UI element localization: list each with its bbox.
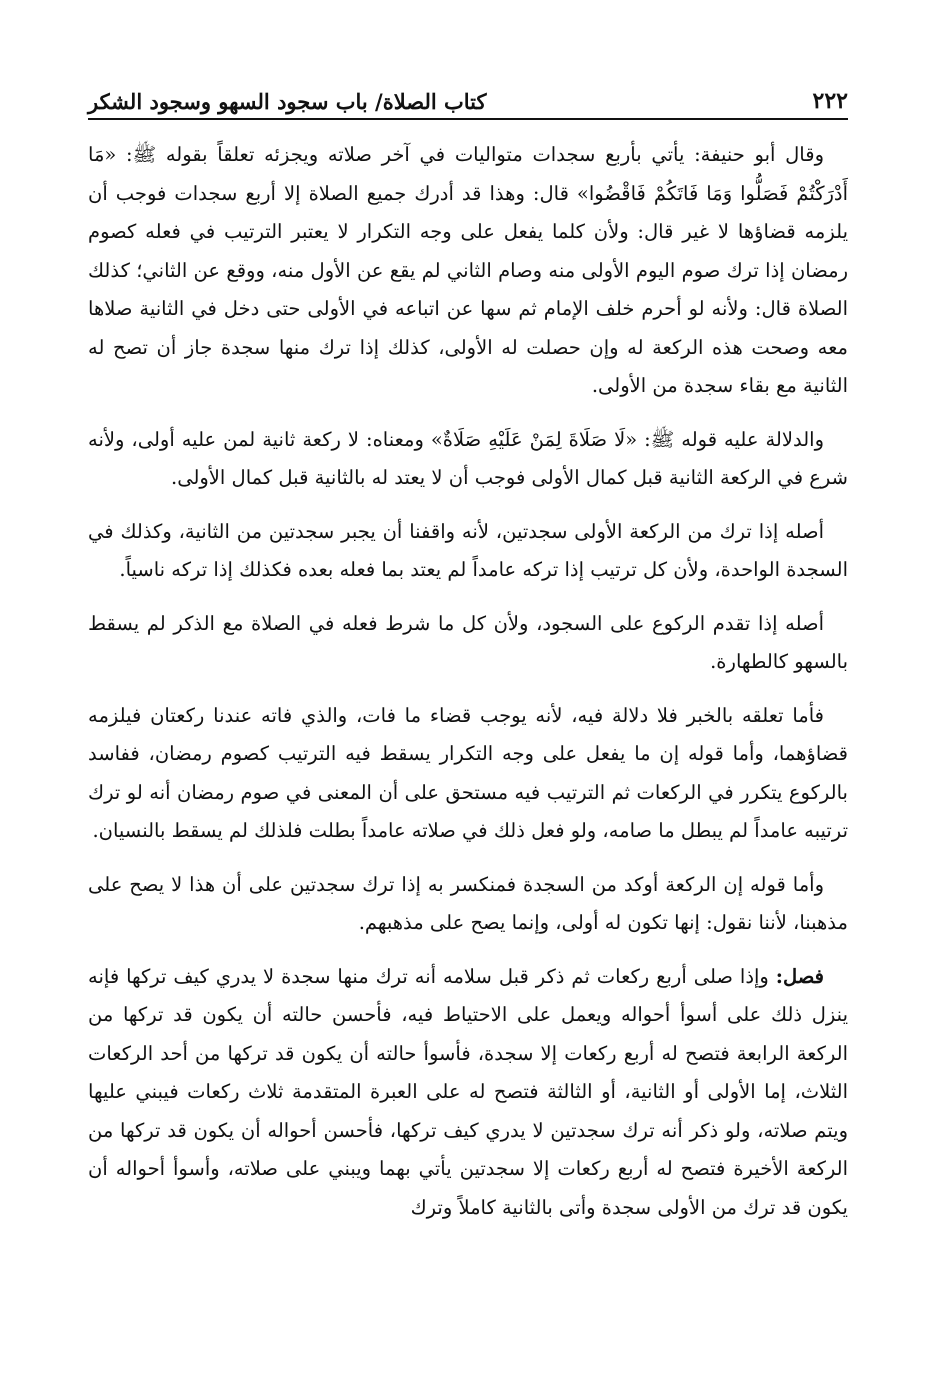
running-header: [88, 78, 848, 120]
paragraph-rebuttal-rakah: وأما قوله إن الركعة أوكد من السجدة فمنكسر به إذا ترك سجدتين على أن هذا لا يصح على مذهبنا، لأننا نقول: إنها تكون له أولى، وإنما يصح على مذهبهم.: [88, 872, 848, 934]
paragraph-abu-hanifa: وقال أبو حنيفة: يأتي بأربع سجدات متواليات في آخر صلاته ويجزئه تعلقاً بقوله ﷺ: «مَا أَدْرَكْتُمْ فَصَلُّوا وَمَا فَاتَكُمْ فَاقْضُوا» قال: وهذا قد أدرك جميع الصلاة إلا أربع سجدات فوجب أن يلزمه قضاؤها لا غير قال: ولأن كلما يفعل على وجه التكرار لا يعتبر الترتيب في فعله كصوم رمضان إذا ترك صوم اليوم الأولى منه وصام الثاني لم يقع عن الأول منه، ووقع عن الثاني؛ كذلك الصلاة قال: ولأنه لو أحرم خلف الإمام ثم سها عن اتباعه في الأولى حتى دخل في الثانية صلاها معه وصحت هذه الركعة له وإن حصلت له الأولى، كذلك إذا ترك منها سجدة جاز أن تصح له الثانية مع بقاء سجدة من الأولى.: [88, 143, 848, 397]
section-text: وإذا صلى أربع ركعات ثم ذكر قبل سلامه أنه ترك منها سجدة لا يدري كيف تركها فإنه ينزل ذلك على أسوأ أحواله ويعمل على الاحتياط فيه، فأحسن حالته أن يكون قد تركها من الركعة الرابعة فتصح له أربع ركعات إلا سجدة، فأسوأ حالته أن يكون قد تركها من أحد الركعات الثلاث، إما الأولى أو الثانية، أو الثالثة فتصح له على العبرة المتقدمة ثلاث ركعات فيبني عليها ويتم صلاته، ولو ذكر أنه ترك سجدتين لا يدري كيف تركها، فأحسن أحواله أن يكون قد تركها من الركعة الأخيرة فتصح له أربع ركعات إلا سجدتين يأتي بهما ويبني على صلاته، وأسوأ أحواله أن يكون قد ترك من الأولى سجدة وأتى بالثانية كاملاً وترك: [88, 964, 848, 1219]
body-text: [88, 136, 848, 1227]
section-label: فصل:: [775, 964, 824, 988]
paragraph-origin-two-prostrations: أصله إذا ترك من الركعة الأولى سجدتين، لأنه واقفنا أن يجبر سجدتين من الثانية، وكذلك في السجدة الواحدة، ولأن كل ترتيب إذا تركه عامداً لم يعتد بما فعله بعده فكذلك إذا تركه ناسياً.: [88, 519, 848, 581]
paragraph-fasl: [88, 958, 848, 1228]
page-number: ٢٢٢: [812, 88, 848, 114]
paragraph-origin-bowing: أصله إذا تقدم الركوع على السجود، ولأن كل ما شرط فعله في الصلاة مع الذكر لم يسقط بالسهو كالطهارة.: [88, 611, 848, 673]
paragraph-evidence: والدلالة عليه قوله ﷺ: «لَا صَلَاةَ لِمَنْ عَلَيْهِ صَلَاةٌ» ومعناه: لا ركعة ثانية لمن عليه أولى، ولأنه شرع في الركعة الثانية قبل كمال الأولى فوجب أن لا يعتد له بالثانية قبل كمال الأولى.: [88, 427, 848, 489]
chapter-title: كتاب الصلاة/ باب سجود السهو وسجود الشكر: [88, 89, 487, 114]
book-page: [88, 78, 848, 1348]
paragraph-rebuttal-hadith: فأما تعلقه بالخبر فلا دلالة فيه، لأنه يوجب قضاء ما فات، والذي فاته عندنا ركعتان فيلزمه قضاؤهما، وأما قوله إن ما يفعل على وجه التكرار يسقط فيه الترتيب كصوم رمضان، ففاسد بالركوع يتكرر في الركعات ثم الترتيب فيه مستحق على أن المعنى في صوم رمضان أنه لو ترك ترتيبه عامداً لم يبطل ما صامه، ولو فعل ذلك في صلاته عامداً بطلت فلذلك لم يسقط بالنسيان.: [88, 703, 848, 842]
